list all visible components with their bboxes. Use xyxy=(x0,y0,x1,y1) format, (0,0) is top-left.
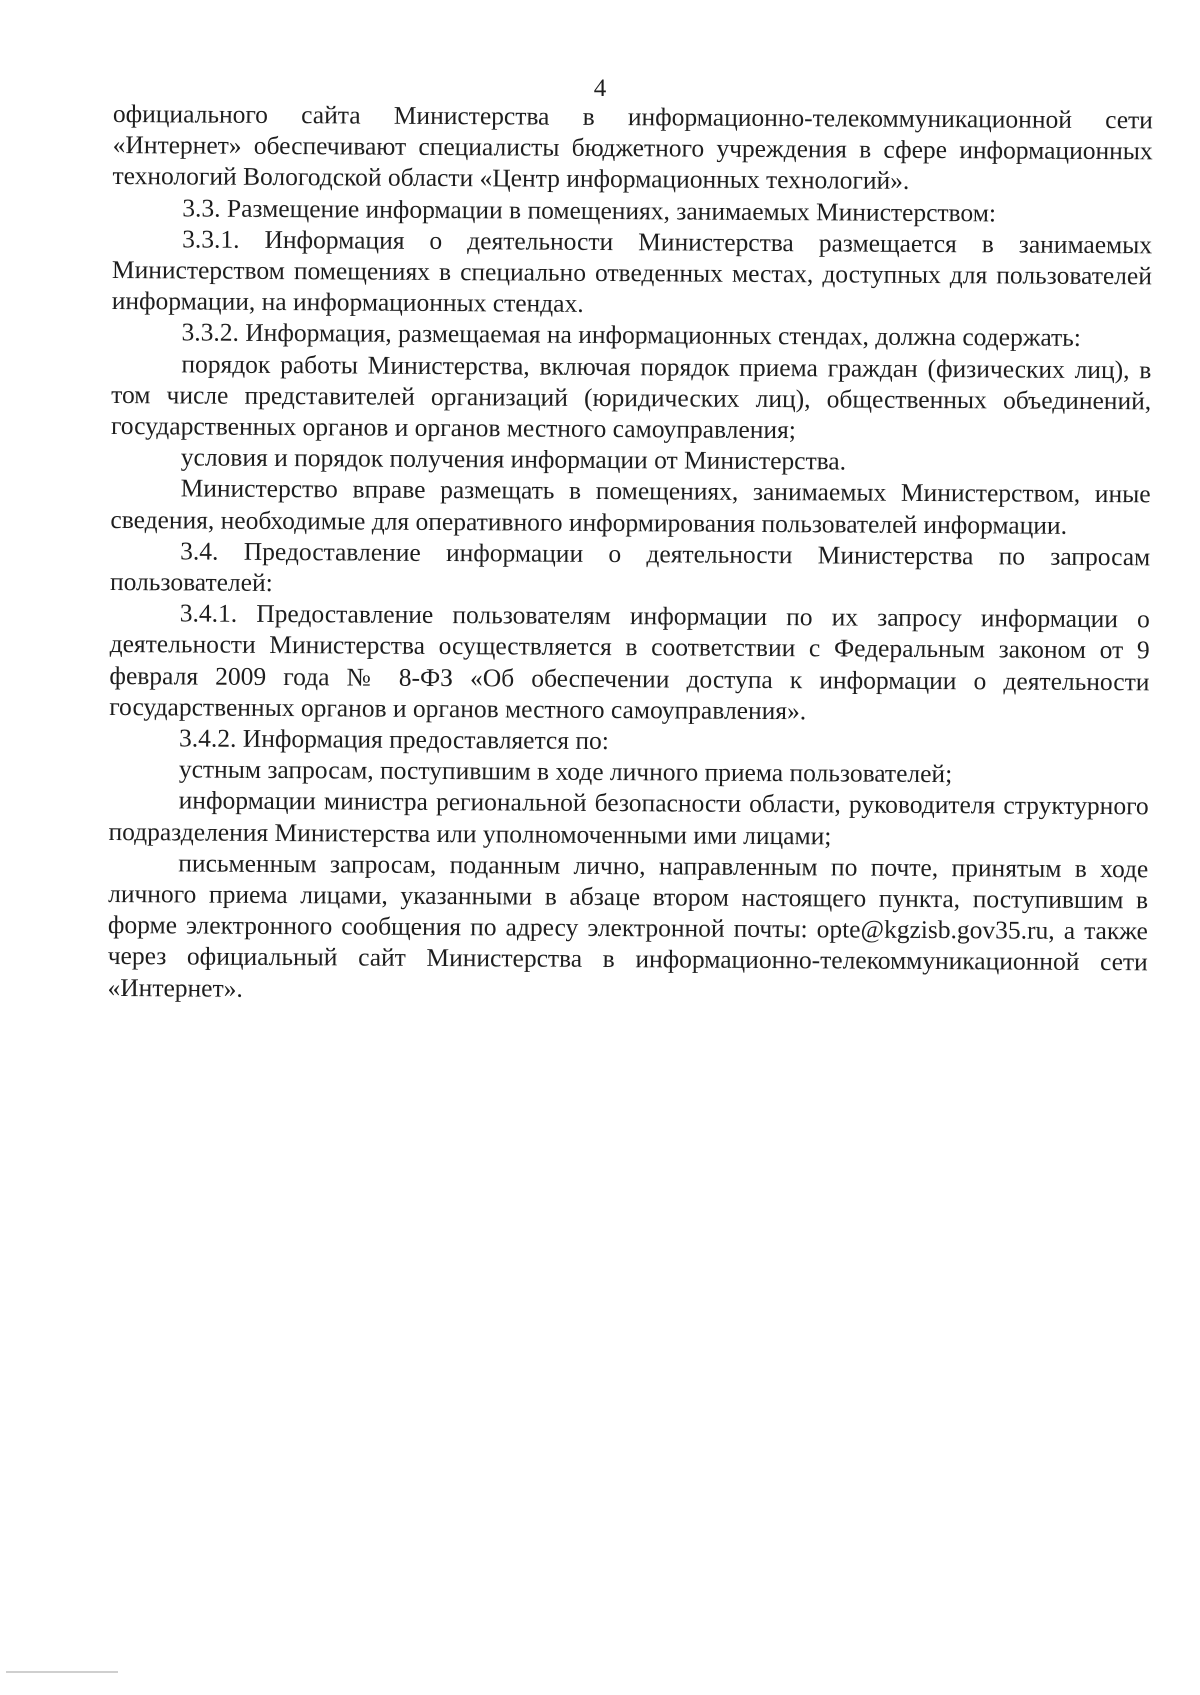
list-item-work-order: порядок работы Министерства, включая порядок приема граждан (физических лиц), в том числе представителей организаций (юридических лиц), общественных объединений, государственных органов и органов местного самоуправления; xyxy=(110,349,1152,445)
paragraph-3-3: 3.3. Размещение информации в помещениях, занимаемых Министерством: xyxy=(182,193,997,228)
paragraph-3-4: 3.4. Предоставление информации о деятельности Министерства по запросам пользователей: xyxy=(109,536,1151,598)
list-item-conditions: условия и порядок получения информации от Министерства. xyxy=(180,442,847,476)
document-body xyxy=(107,98,1153,1009)
list-item-minister-info: информации министра региональной безопасности области, руководителя структурного подразделения Министерства или уполномоченными ими лицами; xyxy=(108,785,1149,851)
paragraph-other-info: Министерство вправе размещать в помещениях, занимаемых Министерством, иные сведения, необходимые для оперативного информирования пользователей информации. xyxy=(110,473,1151,540)
paragraph-3-3-2: 3.3.2. Информация, размещаемая на информационных стендах, должна содержать: xyxy=(181,317,1081,353)
list-item-oral-requests: устным запросам, поступившим в ходе личного приема пользователей; xyxy=(178,754,953,789)
list-item-written-requests: письменным запросам, поданным лично, направленным по почте, принятым в ходе личного приема лицами, указанными в абзаце втором настоящего пункта, поступившим в форме электронного сообщения по адресу электронной почты: opte@kgzisb.gov35.ru, а также через официальный сайт Министерства в информационно-телекоммуникационной сети «Интернет». xyxy=(107,848,1149,1003)
paragraph-3-4-2: 3.4.2. Информация предоставляется по: xyxy=(179,723,609,756)
paragraph-3-3-1: 3.3.1. Информация о деятельности Министерства размещается в занимаемых Министерством помещениях в специально отведенных местах, доступных для пользователей информации, на информационных стендах. xyxy=(111,224,1153,319)
page-number: 4 xyxy=(593,75,607,102)
scan-edge-mark xyxy=(6,1671,118,1673)
paragraph-website-support: официального сайта Министерства в информационно-телекоммуникационной сети «Интернет» обеспечивают специалисты бюджетного учреждения в сфере информационных технологий Вологодской области «Центр информационных технологий». xyxy=(112,98,1153,196)
paragraph-3-4-1: 3.4.1. Предоставление пользователям информации по их запросу информации о деятельности Министерства осуществляется в соответствии с Федеральным законом от 9 февраля 2009 года № 8-ФЗ «Об обеспечении доступа к информации о деятельности государственных органов и органов местного самоуправления». xyxy=(109,598,1150,726)
